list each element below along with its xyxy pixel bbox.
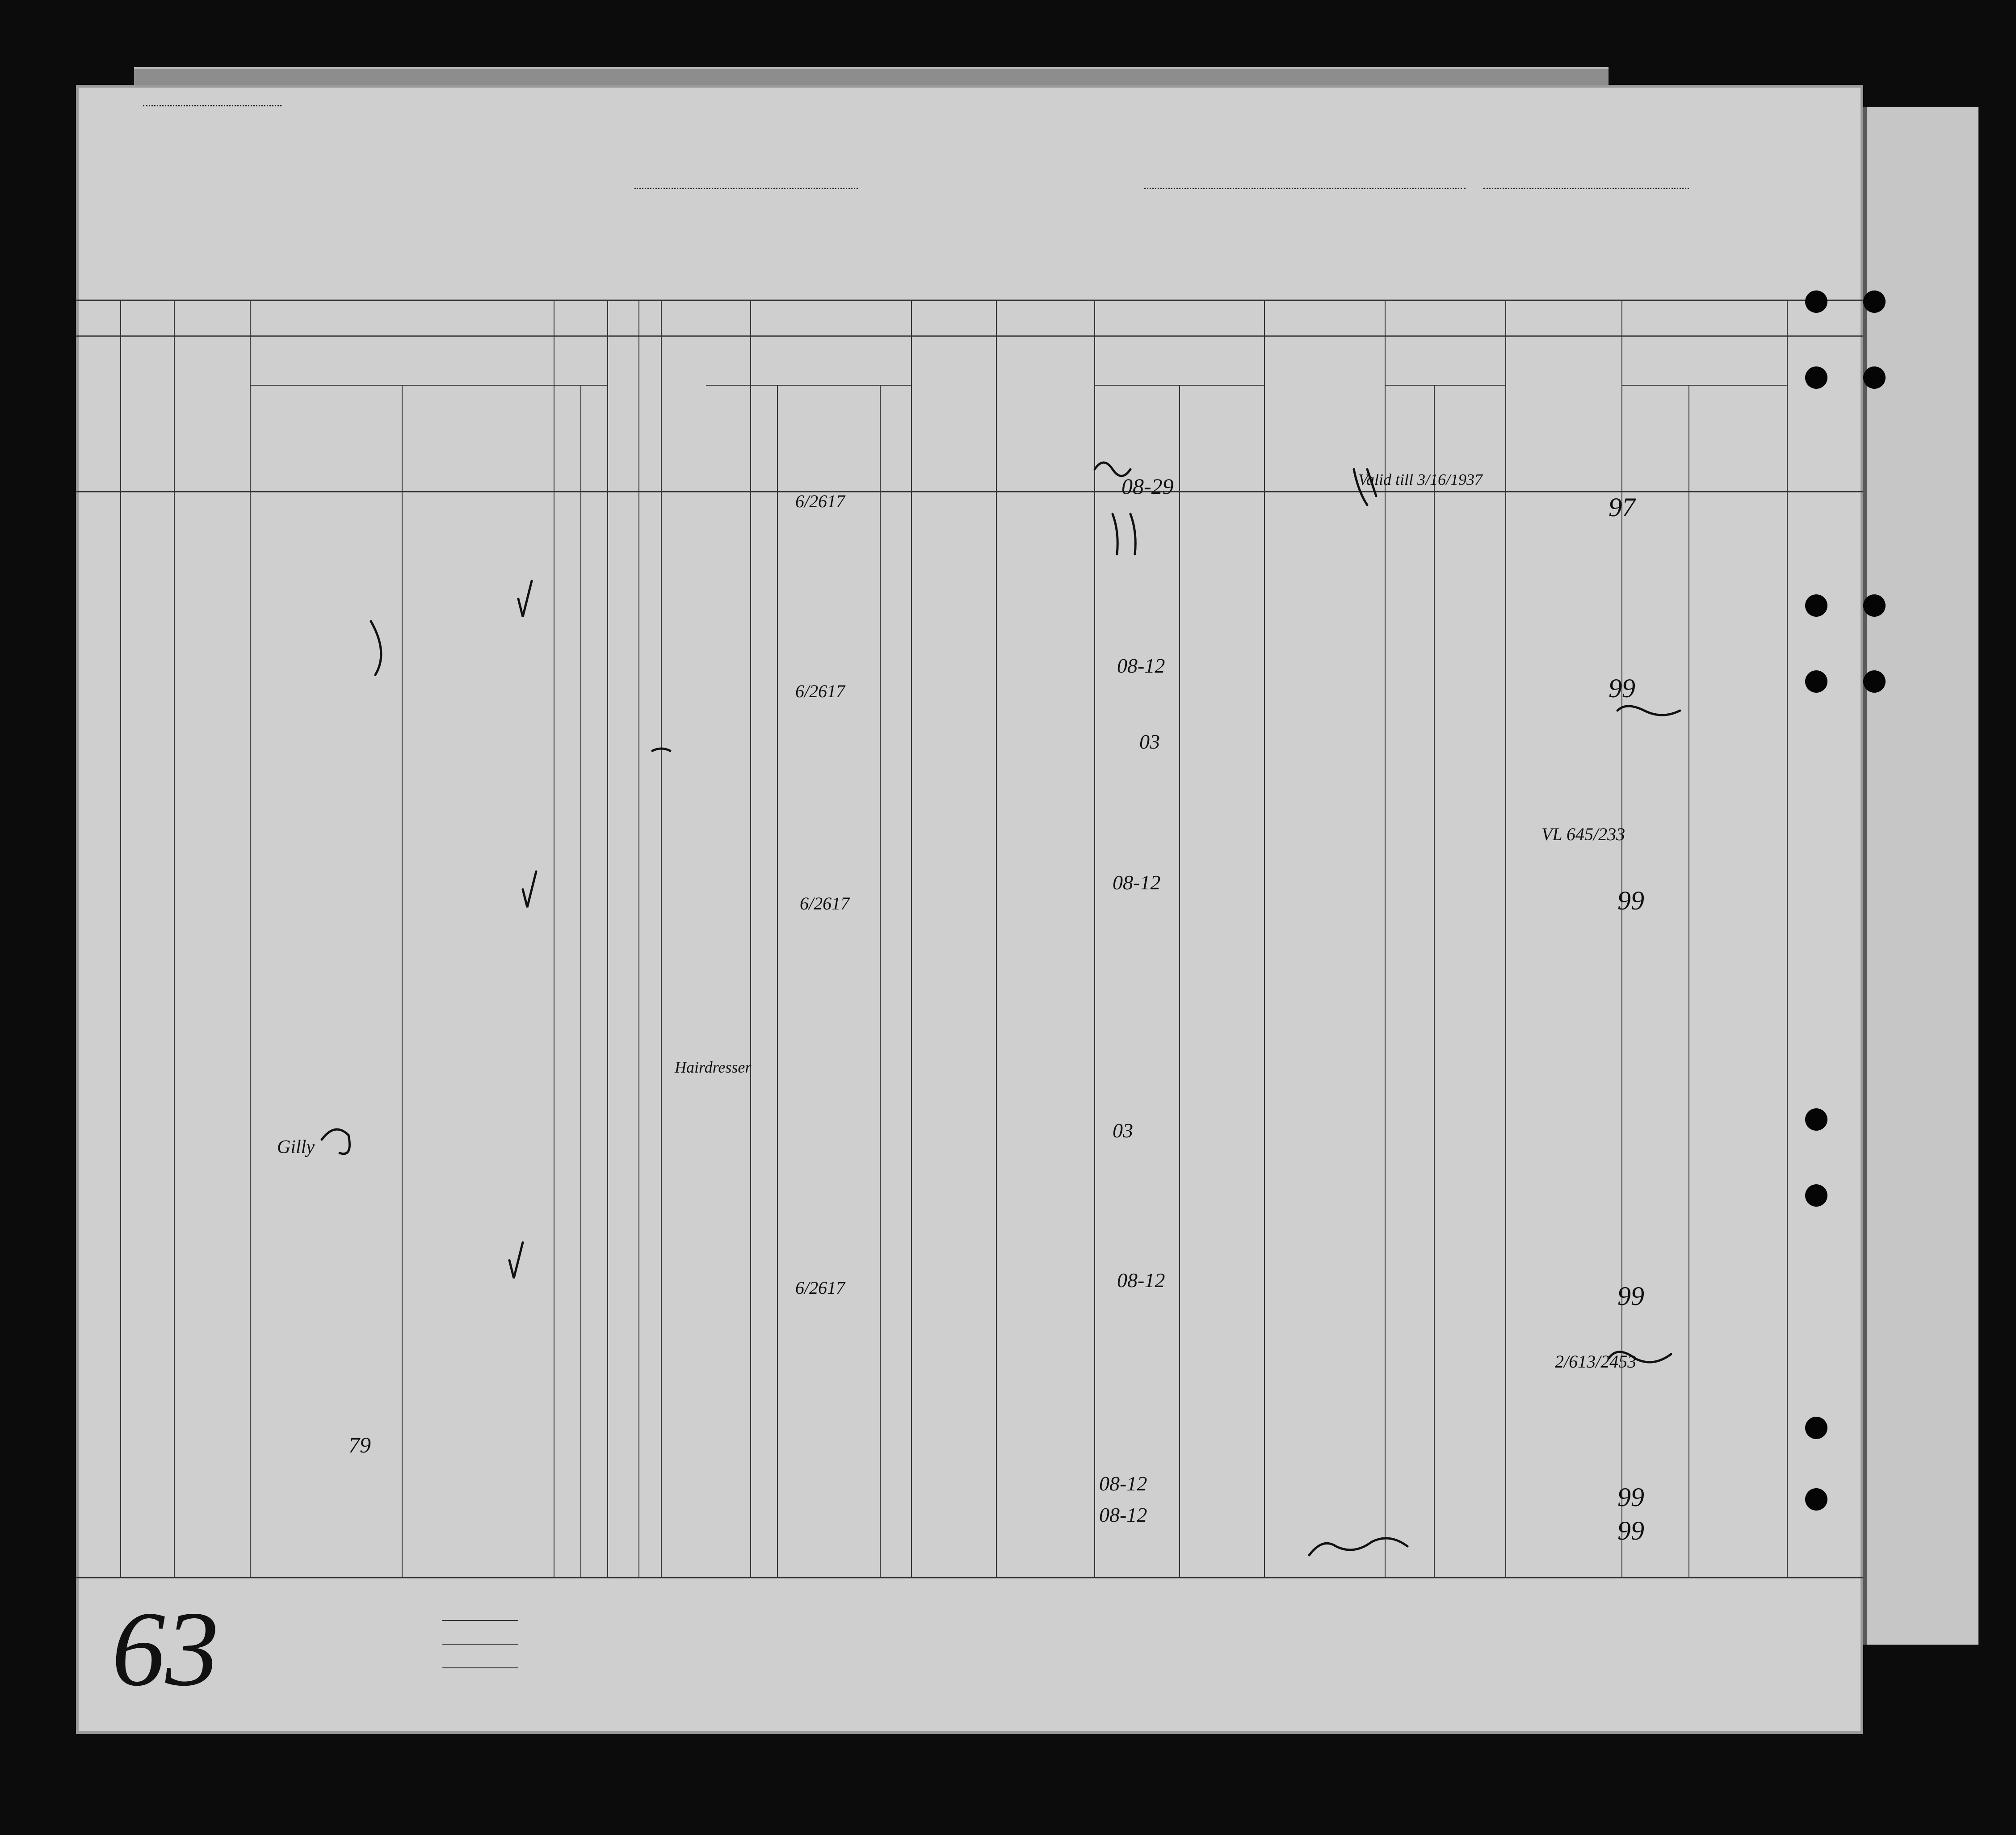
annotation-list-number: 63: [112, 1589, 219, 1708]
annotation-birth-code: 08-12: [1113, 871, 1161, 894]
annotation-birth-code: 03: [1139, 730, 1160, 753]
punch-hole: [1863, 290, 1886, 313]
annotation-99: 99: [1617, 886, 1644, 915]
punch-hole: [1805, 290, 1827, 313]
annotation-birth-code: 08-12: [1099, 1472, 1147, 1495]
annotation-birth-code: 03: [1113, 1119, 1133, 1142]
annotation-cert: 6/2617: [795, 491, 845, 511]
annotation-verification: VL 645/233: [1541, 824, 1625, 844]
punch-hole: [1805, 1488, 1827, 1511]
punch-hole: [1863, 594, 1886, 617]
annotation-cert: 6/2617: [800, 893, 850, 913]
annotation-gilly: Gilly: [277, 1137, 315, 1157]
annotation-99: 99: [1617, 1281, 1644, 1311]
annotation-79: 79: [349, 1432, 371, 1457]
punch-hole: [1805, 1184, 1827, 1207]
us-citizens-value: [442, 1644, 518, 1645]
annotation-99: 99: [1617, 1482, 1644, 1512]
annotation-birth-code: 08-12: [1099, 1503, 1147, 1526]
total-passengers-value: [442, 1620, 518, 1621]
annotation-occupation: Hairdresser: [675, 1058, 752, 1076]
annotation-cert: 6/2617: [795, 681, 845, 701]
annotation-99: 97: [1609, 492, 1635, 522]
annotation-birth-code: 08-12: [1117, 654, 1165, 677]
punch-hole: [1805, 594, 1827, 617]
punch-hole: [1805, 1417, 1827, 1439]
aliens-value: [442, 1667, 518, 1668]
punch-hole: [1863, 366, 1886, 389]
punch-hole: [1805, 366, 1827, 389]
annotation-birth-code: 08-12: [1117, 1269, 1165, 1292]
annotation-99: 99: [1617, 1516, 1644, 1545]
annotation-verification: 2/613/2453: [1555, 1351, 1637, 1372]
punch-hole: [1805, 1108, 1827, 1131]
punch-hole: [1805, 670, 1827, 693]
annotation-99: 99: [1609, 673, 1635, 703]
annotation-verification-top: Valid till 3/16/1937: [1358, 471, 1483, 488]
annotation-cert: 6/2617: [795, 1278, 845, 1298]
punch-hole: [1863, 670, 1886, 693]
annotation-birth-code: 08-29: [1121, 474, 1174, 499]
